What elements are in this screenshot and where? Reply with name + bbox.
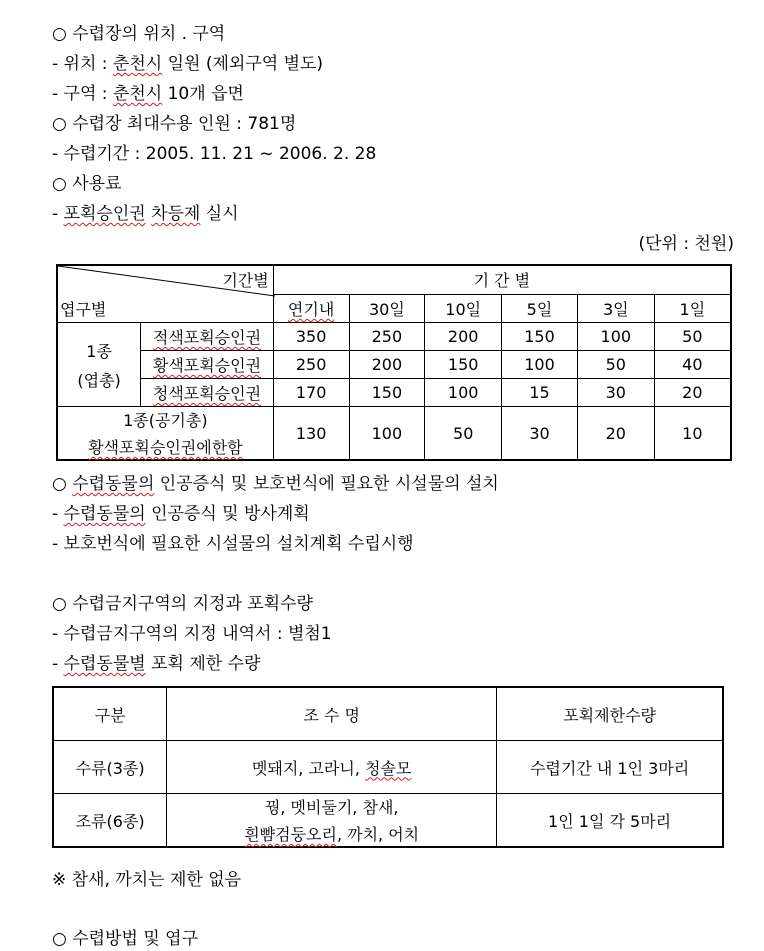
fee-cell: 130 xyxy=(273,407,349,461)
limit-table xyxy=(52,686,724,848)
corner-top-label: 기간별 xyxy=(222,271,269,290)
fee-cell: 350 xyxy=(273,323,349,351)
ban-line2-rest: 포획 제한 수량 xyxy=(145,654,261,674)
ban-line2 xyxy=(52,652,260,676)
group2-label xyxy=(57,407,273,461)
note-line: ※ 참새, 까치는 제한 없음 xyxy=(52,870,242,890)
limit-names-rest: , 까치, 어치 xyxy=(336,825,420,844)
method-heading: ○ 수렵방법 및 엽구 xyxy=(52,929,198,949)
fee-cell: 100 xyxy=(349,407,425,461)
breeding-line1 xyxy=(52,502,310,526)
col-header: 30일 xyxy=(349,294,425,323)
limit-names-word: 청솔모 xyxy=(365,758,412,778)
fee-cell: 50 xyxy=(425,407,502,461)
breeding-line2: - 보호번식에 필요한 시설물의 설치계획 수립시행 xyxy=(52,534,414,554)
zone-city: 춘천시 xyxy=(112,84,163,104)
fee-cell: 50 xyxy=(654,323,731,351)
fee-cell: 200 xyxy=(349,351,425,379)
fee-cell: 170 xyxy=(273,379,349,407)
fee-line-prefix: - xyxy=(52,204,64,224)
row-label: 황색포획승인권 xyxy=(141,351,273,379)
limit-header: 조 수 명 xyxy=(167,687,497,741)
period-line: - 수렵기간 : 2005. 11. 21 ~ 2006. 2. 28 xyxy=(52,144,377,164)
fee-cell: 100 xyxy=(502,351,578,379)
breeding-line1-prefix: - xyxy=(52,504,64,524)
zone-line xyxy=(52,82,244,106)
limit-header: 구분 xyxy=(53,687,167,741)
fee-cell: 150 xyxy=(425,351,502,379)
ban-line2-word: 수렵동물별 xyxy=(63,654,146,674)
group1-label xyxy=(57,323,141,407)
limit-names-line2 xyxy=(167,822,496,845)
breeding-heading xyxy=(52,472,499,496)
limit-names-line1: 꿩, 멧비둘기, 참새, xyxy=(264,798,399,817)
row-label: 적색포획승인권 xyxy=(141,323,273,351)
fee-cell: 30 xyxy=(502,407,578,461)
limit-amount: 1인 1일 각 5마리 xyxy=(497,794,723,848)
corner-bottom-label: 엽구별 xyxy=(60,300,107,319)
fee-cell: 150 xyxy=(349,379,425,407)
col-header: 5일 xyxy=(502,294,578,323)
ban-line1: - 수렵금지구역의 지정 내역서 : 별첨1 xyxy=(52,624,332,644)
zone-prefix: - 구역 : xyxy=(52,84,113,104)
group2-label-line2: 황색포획승인권에한함 xyxy=(88,438,243,457)
fee-cell: 250 xyxy=(273,351,349,379)
group1-label-line2: (엽총) xyxy=(77,370,121,390)
capacity-line: ○ 수렵장 최대수용 인원 : 781명 xyxy=(52,114,297,134)
period-header: 기 간 별 xyxy=(273,265,731,294)
limit-header: 포획제한수량 xyxy=(497,687,723,741)
limit-names xyxy=(167,794,497,848)
fee-cell: 100 xyxy=(577,323,654,351)
fee-table-corner xyxy=(57,265,273,323)
limit-category: 조류(6종) xyxy=(53,794,167,848)
fee-cell: 200 xyxy=(425,323,502,351)
zone-rest: 10개 읍면 xyxy=(162,84,244,104)
col-header: 3일 xyxy=(577,294,654,323)
breeding-line1-word: 수렵동물의 xyxy=(63,504,146,524)
section-location-heading: ○ 수렵장의 위치 . 구역 xyxy=(52,24,226,44)
fee-line xyxy=(52,202,239,226)
fee-cell: 15 xyxy=(502,379,578,407)
location-city: 춘천시 xyxy=(112,54,163,74)
ban-heading: ○ 수렵금지구역의 지정과 포획수량 xyxy=(52,594,313,614)
fee-cell: 40 xyxy=(654,351,731,379)
fee-cell: 50 xyxy=(577,351,654,379)
limit-names-text: 멧돼지, 고라니, xyxy=(251,758,366,778)
unit-note: (단위 : 천원) xyxy=(638,234,734,254)
limit-amount: 수렵기간 내 1인 3마리 xyxy=(497,741,723,794)
limit-category: 수류(3종) xyxy=(53,741,167,794)
breeding-heading-rest: 인공증식 및 보호번식에 필요한 시설물의 설치 xyxy=(154,474,499,494)
fee-cell: 150 xyxy=(502,323,578,351)
fee-cell: 10 xyxy=(654,407,731,461)
col-header: 10일 xyxy=(425,294,502,323)
breeding-heading-mark: ○ xyxy=(52,474,73,494)
limit-names-word: 흰뺨검둥오리 xyxy=(244,825,337,844)
fee-heading: ○ 사용료 xyxy=(52,174,122,194)
breeding-line1-rest: 인공증식 및 방사계획 xyxy=(145,504,310,524)
fee-line-rest: 실시 xyxy=(200,204,239,224)
breeding-heading-word: 수렵동물의 xyxy=(72,474,155,494)
group2-label-line1: 1종(공기총) xyxy=(123,411,208,430)
fee-cell: 20 xyxy=(654,379,731,407)
location-line xyxy=(52,52,323,76)
fee-cell: 100 xyxy=(425,379,502,407)
col-header: 연기내 xyxy=(273,294,349,323)
fee-line-word2: 차등제 xyxy=(151,204,201,224)
limit-names xyxy=(167,741,497,794)
fee-cell: 20 xyxy=(577,407,654,461)
fee-cell: 30 xyxy=(577,379,654,407)
ban-line2-prefix: - xyxy=(52,654,64,674)
fee-table xyxy=(56,264,732,461)
fee-cell: 250 xyxy=(349,323,425,351)
location-prefix: - 위치 : xyxy=(52,54,113,74)
fee-line-word1: 포획승인권 xyxy=(63,204,146,224)
group1-label-line1: 1종 xyxy=(86,341,112,361)
col-header: 1일 xyxy=(654,294,731,323)
location-rest: 일원 (제외구역 별도) xyxy=(162,54,324,74)
row-label: 청색포획승인권 xyxy=(141,379,273,407)
